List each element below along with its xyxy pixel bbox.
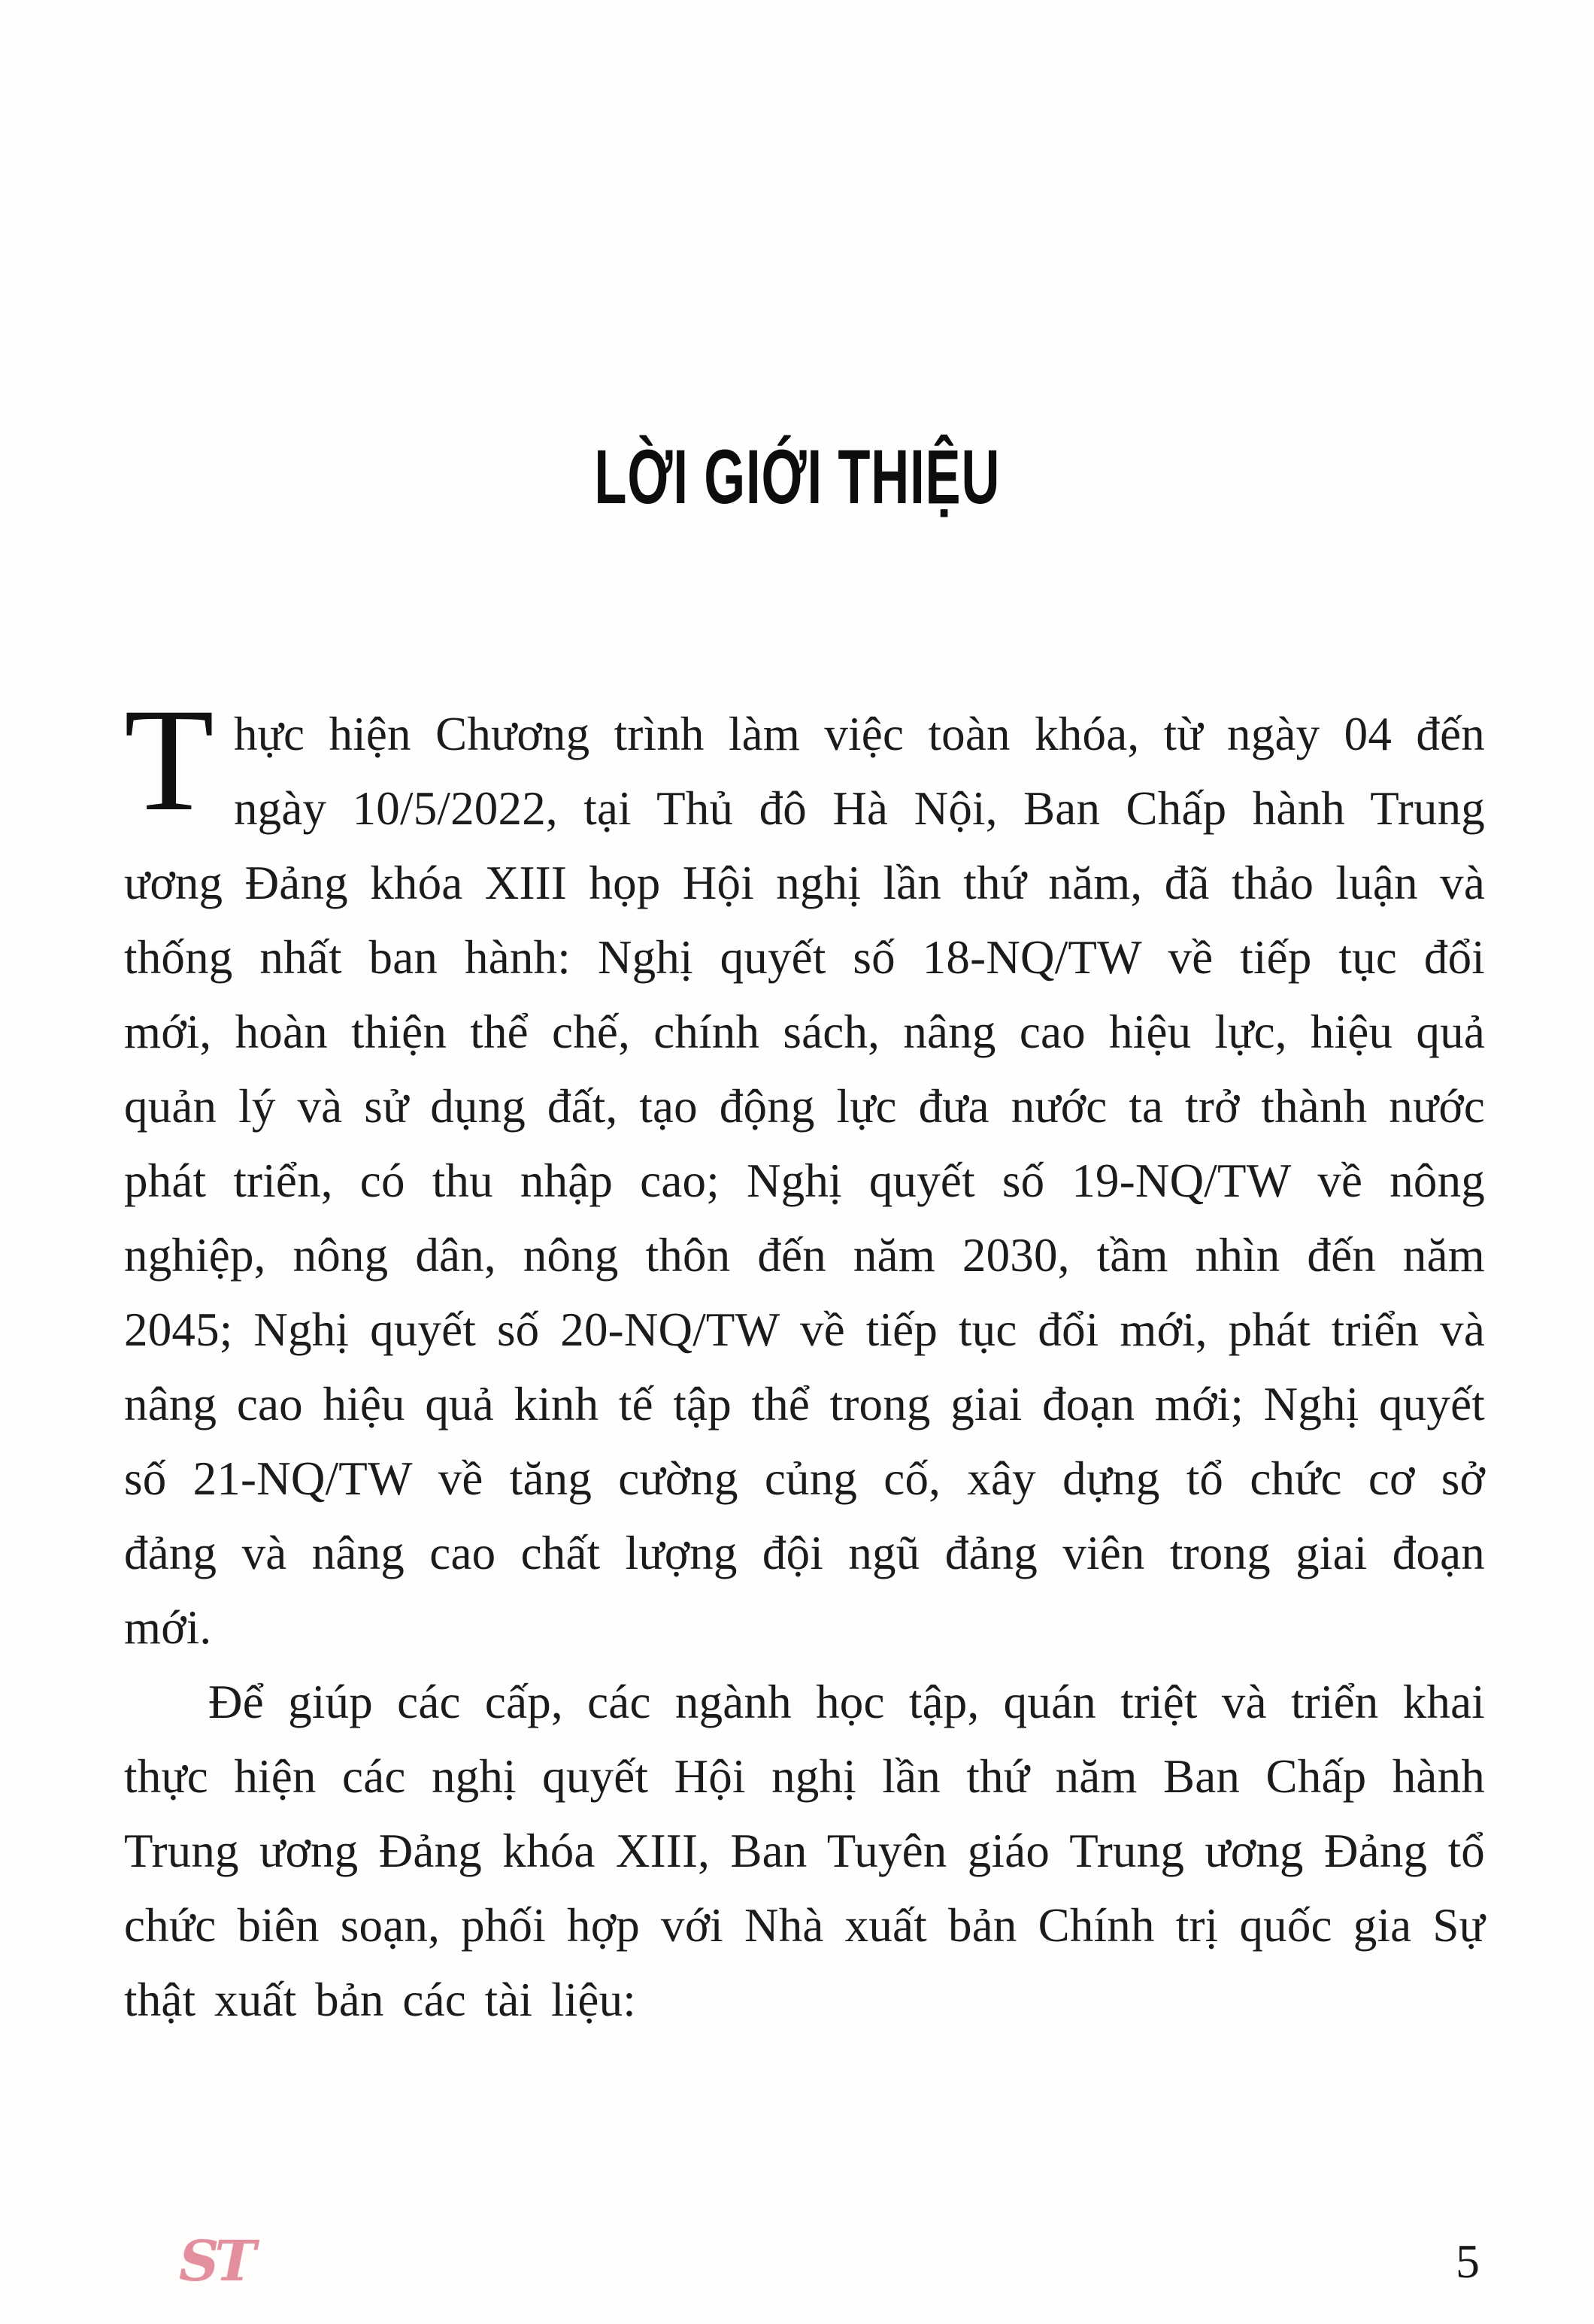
page-body [0, 678, 1594, 2037]
page-number: 5 [1456, 2234, 1480, 2288]
page-footer [0, 2220, 1594, 2303]
page-title [0, 432, 1594, 520]
paragraph-text: hực hiện Chương trình làm việc toàn khóa, từ ngày 04 đến ngày 10/5/2022, tại Thủ đô Hà Nội, Ban Chấp hành Trung ương Đảng khóa XIII họp Hội nghị lần thứ năm, đã thảo luận và thống nhất ban hành: Nghị quyết số 18-NQ/TW về tiếp tục đổi mới, hoàn thiện thể chế, chính sách, nâng cao hiệu lực, hiệu quả quản lý và sử dụng đất, tạo động lực đưa nước ta trở thành nước phát triển, có thu nhập cao; Nghị quyết số 19-NQ/TW về nông nghiệp, nông dân, nông thôn đến năm 2030, tầm nhìn đến năm 2045; Nghị quyết số 20-NQ/TW về tiếp tục đổi mới, phát triển và nâng cao hiệu quả kinh tế tập thể trong giai đoạn mới; Nghị quyết số 21-NQ/TW về tăng cường củng cố, xây dựng tổ chức cơ sở đảng và nâng cao chất lượng đội ngũ đảng viên trong giai đoạn mới. [124, 708, 1485, 1654]
paragraph [124, 1665, 1485, 2037]
paragraph [124, 678, 1485, 1665]
publisher-logo: ST [179, 2229, 252, 2294]
drop-cap: T [124, 678, 214, 842]
page-title-text: LỜI GIỚI THIỆU [594, 433, 1000, 520]
paragraph-text: Để giúp các cấp, các ngành học tập, quán triệt và triển khai thực hiện các nghị quyết Hội nghị lần thứ năm Ban Chấp hành Trung ương Đảng khóa XIII, Ban Tuyên giáo Trung ương Đảng tổ chức biên soạn, phối hợp với Nhà xuất bản Chính trị quốc gia Sự thật xuất bản các tài liệu: [124, 1676, 1485, 2026]
